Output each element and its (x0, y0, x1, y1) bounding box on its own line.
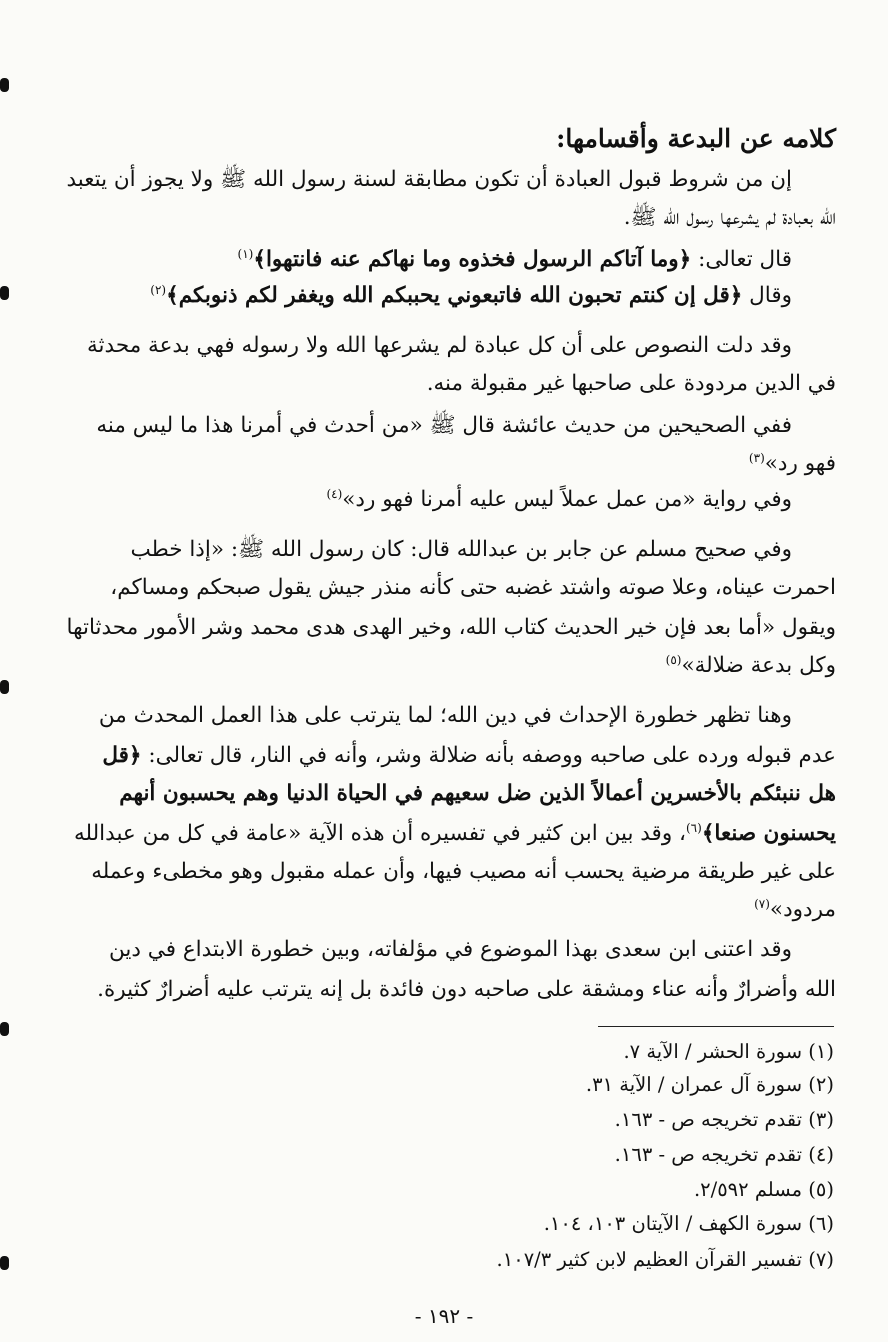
footnote-ref: (٤) (326, 486, 343, 501)
body-line: على غير طريقة مرضية يحسب أنه مصيب فيها، وأن عمله مقبول وهو مخطىء وعمله (91, 859, 836, 884)
body-line (36, 646, 836, 686)
scan-margin-mark (0, 680, 9, 694)
body-line (36, 890, 836, 930)
body-line: وقد دلت النصوص على أن كل عبادة لم يشرعها الله ولا رسوله فهي بدعة محدثة (87, 333, 792, 358)
body-line: وقد اعتنى ابن سعدى بهذا الموضوع في مؤلفاته، وبين خطورة الابتداع في دين (109, 937, 792, 962)
body-line (36, 736, 836, 776)
scan-margin-mark (0, 1256, 9, 1270)
footnote: (٤) تقدم تخريجه ص - ١٦٣. (614, 1143, 834, 1166)
footnote: (٦) سورة الكهف / الآيتان ١٠٣، ١٠٤. (543, 1212, 834, 1235)
body-text: ، وقد بين ابن كثير في تفسيره أن هذه الآية «عامة في كل من عبدالله (73, 821, 686, 846)
quran-citation-line (36, 240, 836, 280)
body-line (36, 480, 836, 520)
footnote: (٢) سورة آل عمران / الآية ٣١. (585, 1073, 834, 1096)
footnote: (٧) تفسير القرآن العظيم لابن كثير ١٠٧/٣. (496, 1248, 834, 1271)
citation-intro: وقال (742, 283, 792, 308)
quran-verse-line: هل ننبئكم بالأخسرين أعمالاً الذين ضل سعيهم في الحياة الدنيا وهم يحسبون أنهم (119, 781, 836, 806)
footnote-ref: (٢) (150, 282, 167, 297)
scan-margin-mark (0, 1022, 9, 1036)
hadith-end: فهو رد» (764, 451, 836, 476)
footnote-ref: (٦) (685, 820, 702, 835)
footnote-ref: (٧) (754, 896, 770, 911)
section-heading: كلامه عن البدعة وأقسامها: (556, 124, 836, 153)
body-line: وهنا تظهر خطورة الإحداث في دين الله؛ لما يترتب على هذا العمل المحدث من (98, 703, 792, 728)
quran-citation-line (36, 276, 836, 316)
quote-end: مردود» (769, 897, 836, 922)
hadith-end: وكل بدعة ضلالة» (681, 653, 836, 678)
citation-intro: قال تعالى: (691, 247, 792, 272)
body-line: ففي الصحيحين من حديث عائشة قال ﷺ «من أحدث في أمرنا هذا ما ليس منه (96, 413, 792, 438)
body-line: الله وأضرارٌ وأنه عناء ومشقة على صاحبه دون فائدة بل إنه يترتب عليه أضرارٌ كثيرة. (97, 977, 836, 1002)
page-number: - ١٩٢ - (414, 1304, 474, 1328)
quran-verse: ﴿وما آتاكم الرسول فخذوه وما نهاكم عنه فانتهوا﴾ (253, 247, 692, 272)
scan-margin-mark (0, 286, 9, 300)
body-line: إن من شروط قبول العبادة أن تكون مطابقة لسنة رسول الله ﷺ ولا يجوز أن يتعبد (66, 167, 792, 192)
body-line: في الدين مردودة على صاحبها غير مقبولة منه. (426, 371, 836, 396)
footnote-ref: (١) (237, 246, 254, 261)
quran-verse: يحسنون صنعا﴾ (701, 821, 836, 846)
footnote: (٣) تقدم تخريجه ص - ١٦٣. (614, 1108, 834, 1131)
body-line: وفي صحيح مسلم عن جابر بن عبدالله قال: كان رسول الله ﷺ: «إذا خطب (130, 537, 792, 562)
footnote-divider (598, 1026, 834, 1027)
footnote: (١) سورة الحشر / الآية ٧. (623, 1040, 834, 1063)
footnote: (٥) مسلم ٢/٥٩٢. (693, 1178, 834, 1201)
scan-margin-mark (0, 78, 9, 92)
quran-verse: ﴿قل إن كنتم تحبون الله فاتبعوني يحببكم الله ويغفر لكم ذنوبكم﴾ (166, 283, 743, 308)
body-line: احمرت عيناه، وعلا صوته واشتد غضبه حتى كأنه منذر جيش يقول صبحكم ومساكم، (110, 575, 836, 600)
hadith-text: وفي رواية «من عمل عملاً ليس عليه أمرنا فهو رد» (342, 487, 792, 512)
body-line: ويقول «أما بعد فإن خير الحديث كتاب الله، وخير الهدى هدى محمد وشر الأمور محدثاتها (66, 615, 836, 640)
body-line (36, 444, 836, 484)
quran-verse: ﴿قل (102, 743, 142, 768)
footnote-ref: (٣) (748, 450, 765, 465)
footnote-ref: (٥) (665, 652, 682, 667)
body-line: الله بعبادة لم يشرعها رسول الله ﷺ. (623, 205, 836, 230)
body-line (36, 814, 836, 854)
body-text: عدم قبوله ورده على صاحبه ووصفه بأنه ضلالة وشر، وأنه في النار، قال تعالى: (141, 743, 836, 768)
